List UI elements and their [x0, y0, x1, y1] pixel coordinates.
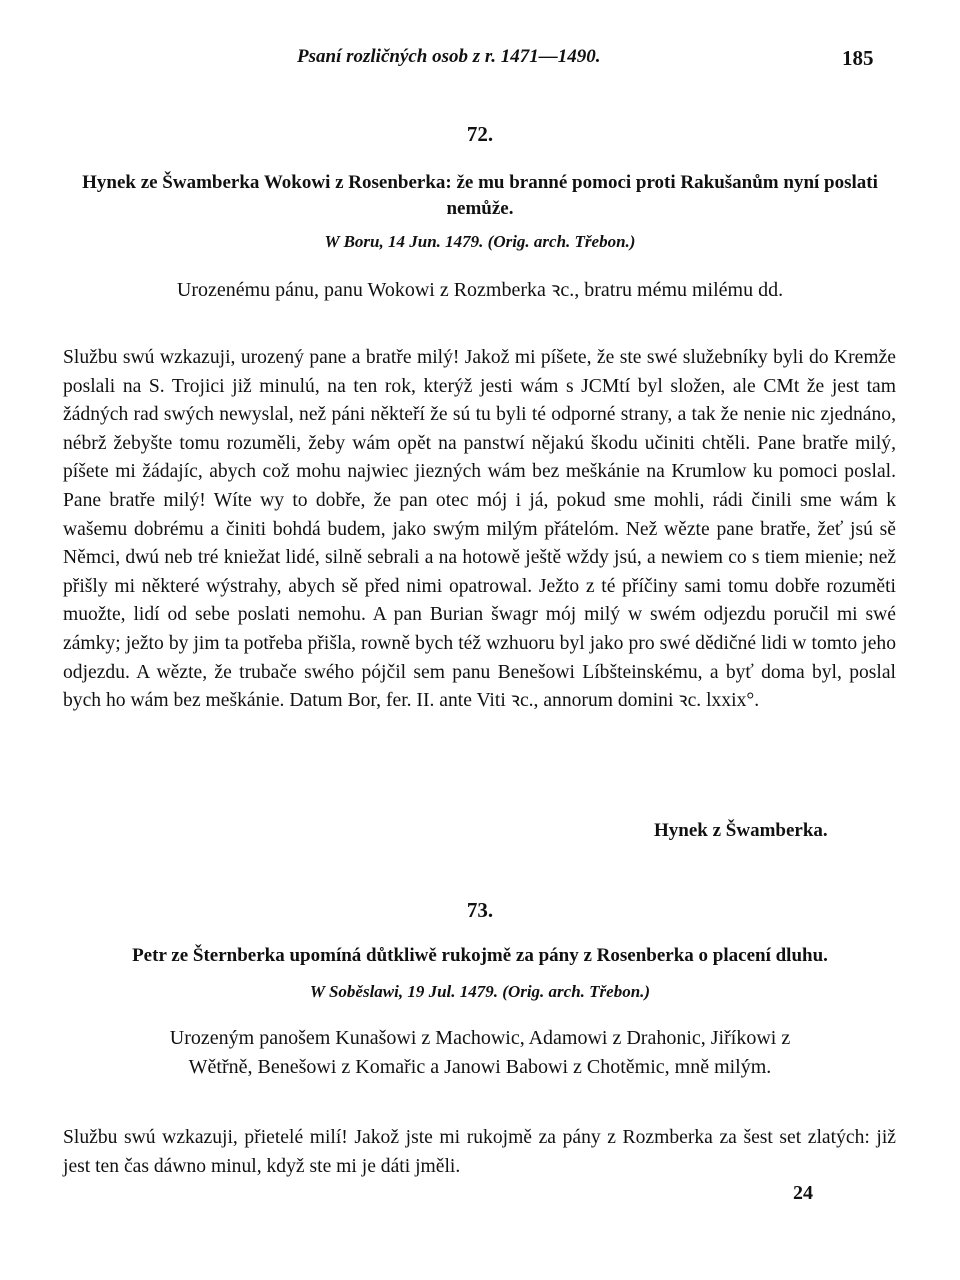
letter-body: Službu swú wzkazuji, přietelé milí! Jakož jste mi rukojmě za pány z Rozmberka za šest set zlatých: již jest ten čas dáwno minul, když ste mi je dáti jměli. — [63, 1127, 896, 1177]
letter-date-line: W Boru, 14 Jun. 1479. (Orig. arch. Třebon.) — [324, 232, 636, 251]
signature-mark: 24 — [793, 1182, 813, 1204]
letter-body: Službu swú wzkazuji, urozený pane a bratře milý! Jakož mi píšete, že ste swé služebníky byli do Kremže poslali na S. Trojici již minulú, na ten rok, kterýž jesti wám s JCMtí byl složen, ale CMt že jest tam žádných rad swých newyslal, než páni někteří že sú tu byli té odporné strany, a tak že nenie nic zjednáno, nébrž žebyšte tomu rozuměli, žeby wám opět na panstwí nějakú škodu učiniti chtěli. Pane bratře milý, píšete mi žádajíc, abych což mohu najwiec jiezných wám bez meškánie na Krumlow ku pomoci poslal. Pane bratře milý! Wíte wy to dobře, že pan otec mój i já, pokud sme mohli, rádi činili sme wám k wašemu dobrému a činiti bohdá budem, jako swým milým přátelóm. Než wězte pane bratře, žeť jsú sě Němci, dwú neb tré kniežat lidé, silně sebrali a na hotowě ještě wždy jsú, a newiem co s tiem mienie; než přišly mi některé wýstrahy, abych sě před nimi opatrowal. Ježto z té příčiny sami tomu dobře rozuměti muožte, lidí od sebe poslati nemohu. A pan Burian šwagr mój milý w swém odjezdu poručil mi swé zámky; ježto by jim ta potřeba přišla, rowně bych též wzhuoru byl jako pro swé dědičné lidi w tomto jeho odjezdu. A wězte, že trubače swého pójčil sem panu Benešowi Líbšteinskému, a byť doma byl, poslal bych ho wám bez meškánie. Datum Bor, fer. II. ante Viti ꝛc., annorum domini ꝛc. lxxix°. — [63, 347, 896, 712]
running-title: Psaní rozličných osob z r. 1471—1490. — [297, 46, 601, 67]
letter-signature: Hynek z Šwamberka. — [654, 820, 828, 841]
letter-regest: Petr ze Šternberka upomíná důtkliwě rukojmě za pány z Rosenberka o placení dluhu. — [132, 945, 828, 966]
letter-number: 73. — [466, 898, 494, 922]
letter-number: 72. — [466, 122, 494, 146]
letter-date-line: W Soběslawi, 19 Jul. 1479. (Orig. arch. Třebon.) — [309, 982, 651, 1001]
running-head — [0, 46, 960, 76]
letter-regest: Hynek ze Šwamberka Wokowi z Rosenberka: že mu branné pomoci proti Rakušanům nyní poslati nemůže. — [82, 172, 878, 219]
page-number: 185 — [842, 46, 874, 70]
letter-address: Urozeným panošem Kunašowi z Machowic, Adamowi z Drahonic, Jiříkowi z Wětřně, Benešowi z Komařic a Janowi Babowi z Chotěmic, mně milým. — [169, 1027, 791, 1078]
letter-address: Urozenému pánu, panu Wokowi z Rozmberka ꝛc., bratru mému milému dd. — [176, 279, 784, 301]
